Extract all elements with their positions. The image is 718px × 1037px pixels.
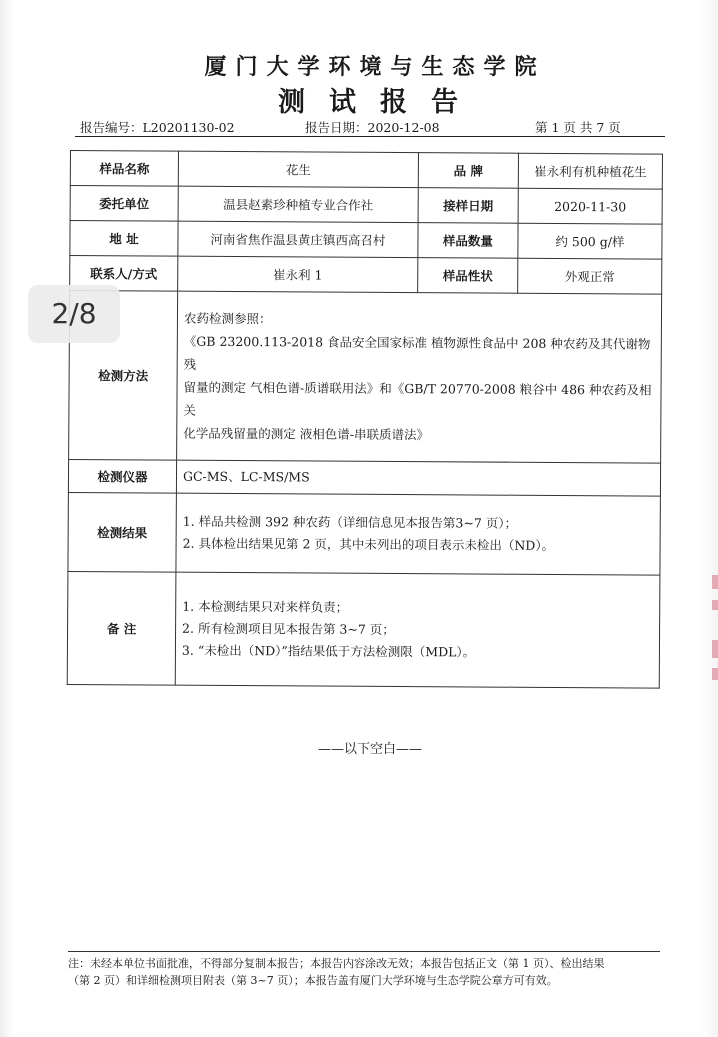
client-value: 温县赵素珍种植专业合作社 (178, 186, 418, 222)
quantity-value: 约 500 g/样 (518, 223, 662, 259)
document-title: 测试报告 (278, 87, 482, 118)
sample-name-label: 样品名称 (70, 151, 178, 187)
result-line: 2. 具体检出结果见第 2 页，其中未列出的项目表示未检出（ND）。 (182, 535, 555, 553)
report-number: 报告编号：L20201130-02 (80, 120, 235, 135)
table-row (70, 186, 662, 225)
receipt-date-label: 接样日期 (418, 188, 518, 224)
receipt-date-value: 2020-11-30 (518, 188, 662, 224)
result-content (176, 493, 660, 575)
address-label: 地 址 (70, 221, 178, 257)
report-date: 报告日期：2020-12-08 (305, 120, 440, 135)
report-table (67, 150, 663, 689)
footnote-line: （第 2 页）和详细检测项目附表（第 3~7 页）；本报告盖有厦门大学环境与生态学院公章方可有效。 (68, 974, 558, 987)
sample-name-value: 花生 (178, 151, 418, 187)
method-line: 化学品残留量的测定 液相色谱-串联质谱法》 (183, 425, 430, 443)
method-label: 检测方法 (69, 291, 178, 461)
brand-label: 品 牌 (418, 153, 518, 189)
table-row (70, 221, 662, 260)
table-row (68, 492, 660, 575)
method-line: 留量的测定 气相色谱-质谱联用法》和《GB/T 20770-2008 粮谷中 486 种农药及相关 (183, 379, 652, 418)
header-rule (75, 136, 665, 137)
stamp-edge-mark (712, 600, 718, 610)
stamp-edge-mark (712, 668, 718, 680)
instrument-label: 检测仪器 (68, 459, 176, 493)
condition-label: 样品性状 (418, 258, 518, 294)
client-label: 委托单位 (70, 186, 178, 222)
condition-value: 外观正常 (518, 258, 662, 294)
contact-label: 联系人/方式 (70, 256, 178, 292)
footer-rule (68, 951, 660, 952)
remark-content (175, 572, 660, 688)
remark-line: 2. 所有检测项目见本报告第 3~7 页； (182, 620, 395, 637)
quantity-label: 样品数量 (418, 223, 518, 259)
brand-value: 崔永利有机种植花生 (518, 153, 662, 189)
result-label: 检测结果 (68, 492, 176, 572)
footnote (68, 955, 668, 989)
page-counter-badge: 2/8 (28, 285, 120, 343)
table-row (70, 256, 662, 295)
blank-end-marker: ——以下空白—— (317, 742, 422, 757)
institution-title: 厦门大学环境与生态学院 (204, 54, 546, 80)
remark-label: 备 注 (67, 571, 176, 685)
instrument-value: GC-MS、LC-MS/MS (176, 460, 660, 496)
remark-line: 3. “未检出（ND）”指结果低于方法检测限（MDL）。 (181, 642, 476, 660)
stamp-edge-mark (712, 640, 718, 658)
remark-line: 1. 本检测结果只对来样负责； (182, 598, 349, 615)
method-line: 农药检测参照： (183, 310, 272, 327)
method-line: 《GB 23200.113-2018 食品安全国家标准 植物源性食品中 208 种农药及其代谢物残 (183, 333, 651, 372)
result-line: 1. 样品共检测 392 种农药（详细信息见本报告第3~7 页）； (182, 513, 518, 531)
page-info: 第 1 页 共 7 页 (535, 120, 621, 135)
method-content (177, 291, 662, 463)
table-row (67, 571, 660, 688)
table-row (69, 291, 662, 464)
footnote-line: 注：未经本单位书面批准，不得部分复制本报告；本报告内容涂改无效；本报告包括正文（第 1 页）、检出结果 (68, 957, 605, 970)
contact-value: 崔永利 1 (178, 256, 418, 292)
table-row (70, 151, 662, 190)
address-value: 河南省焦作温县黄庄镇西高召村 (178, 221, 418, 257)
table-row (68, 459, 660, 496)
stamp-edge-mark (712, 575, 718, 589)
